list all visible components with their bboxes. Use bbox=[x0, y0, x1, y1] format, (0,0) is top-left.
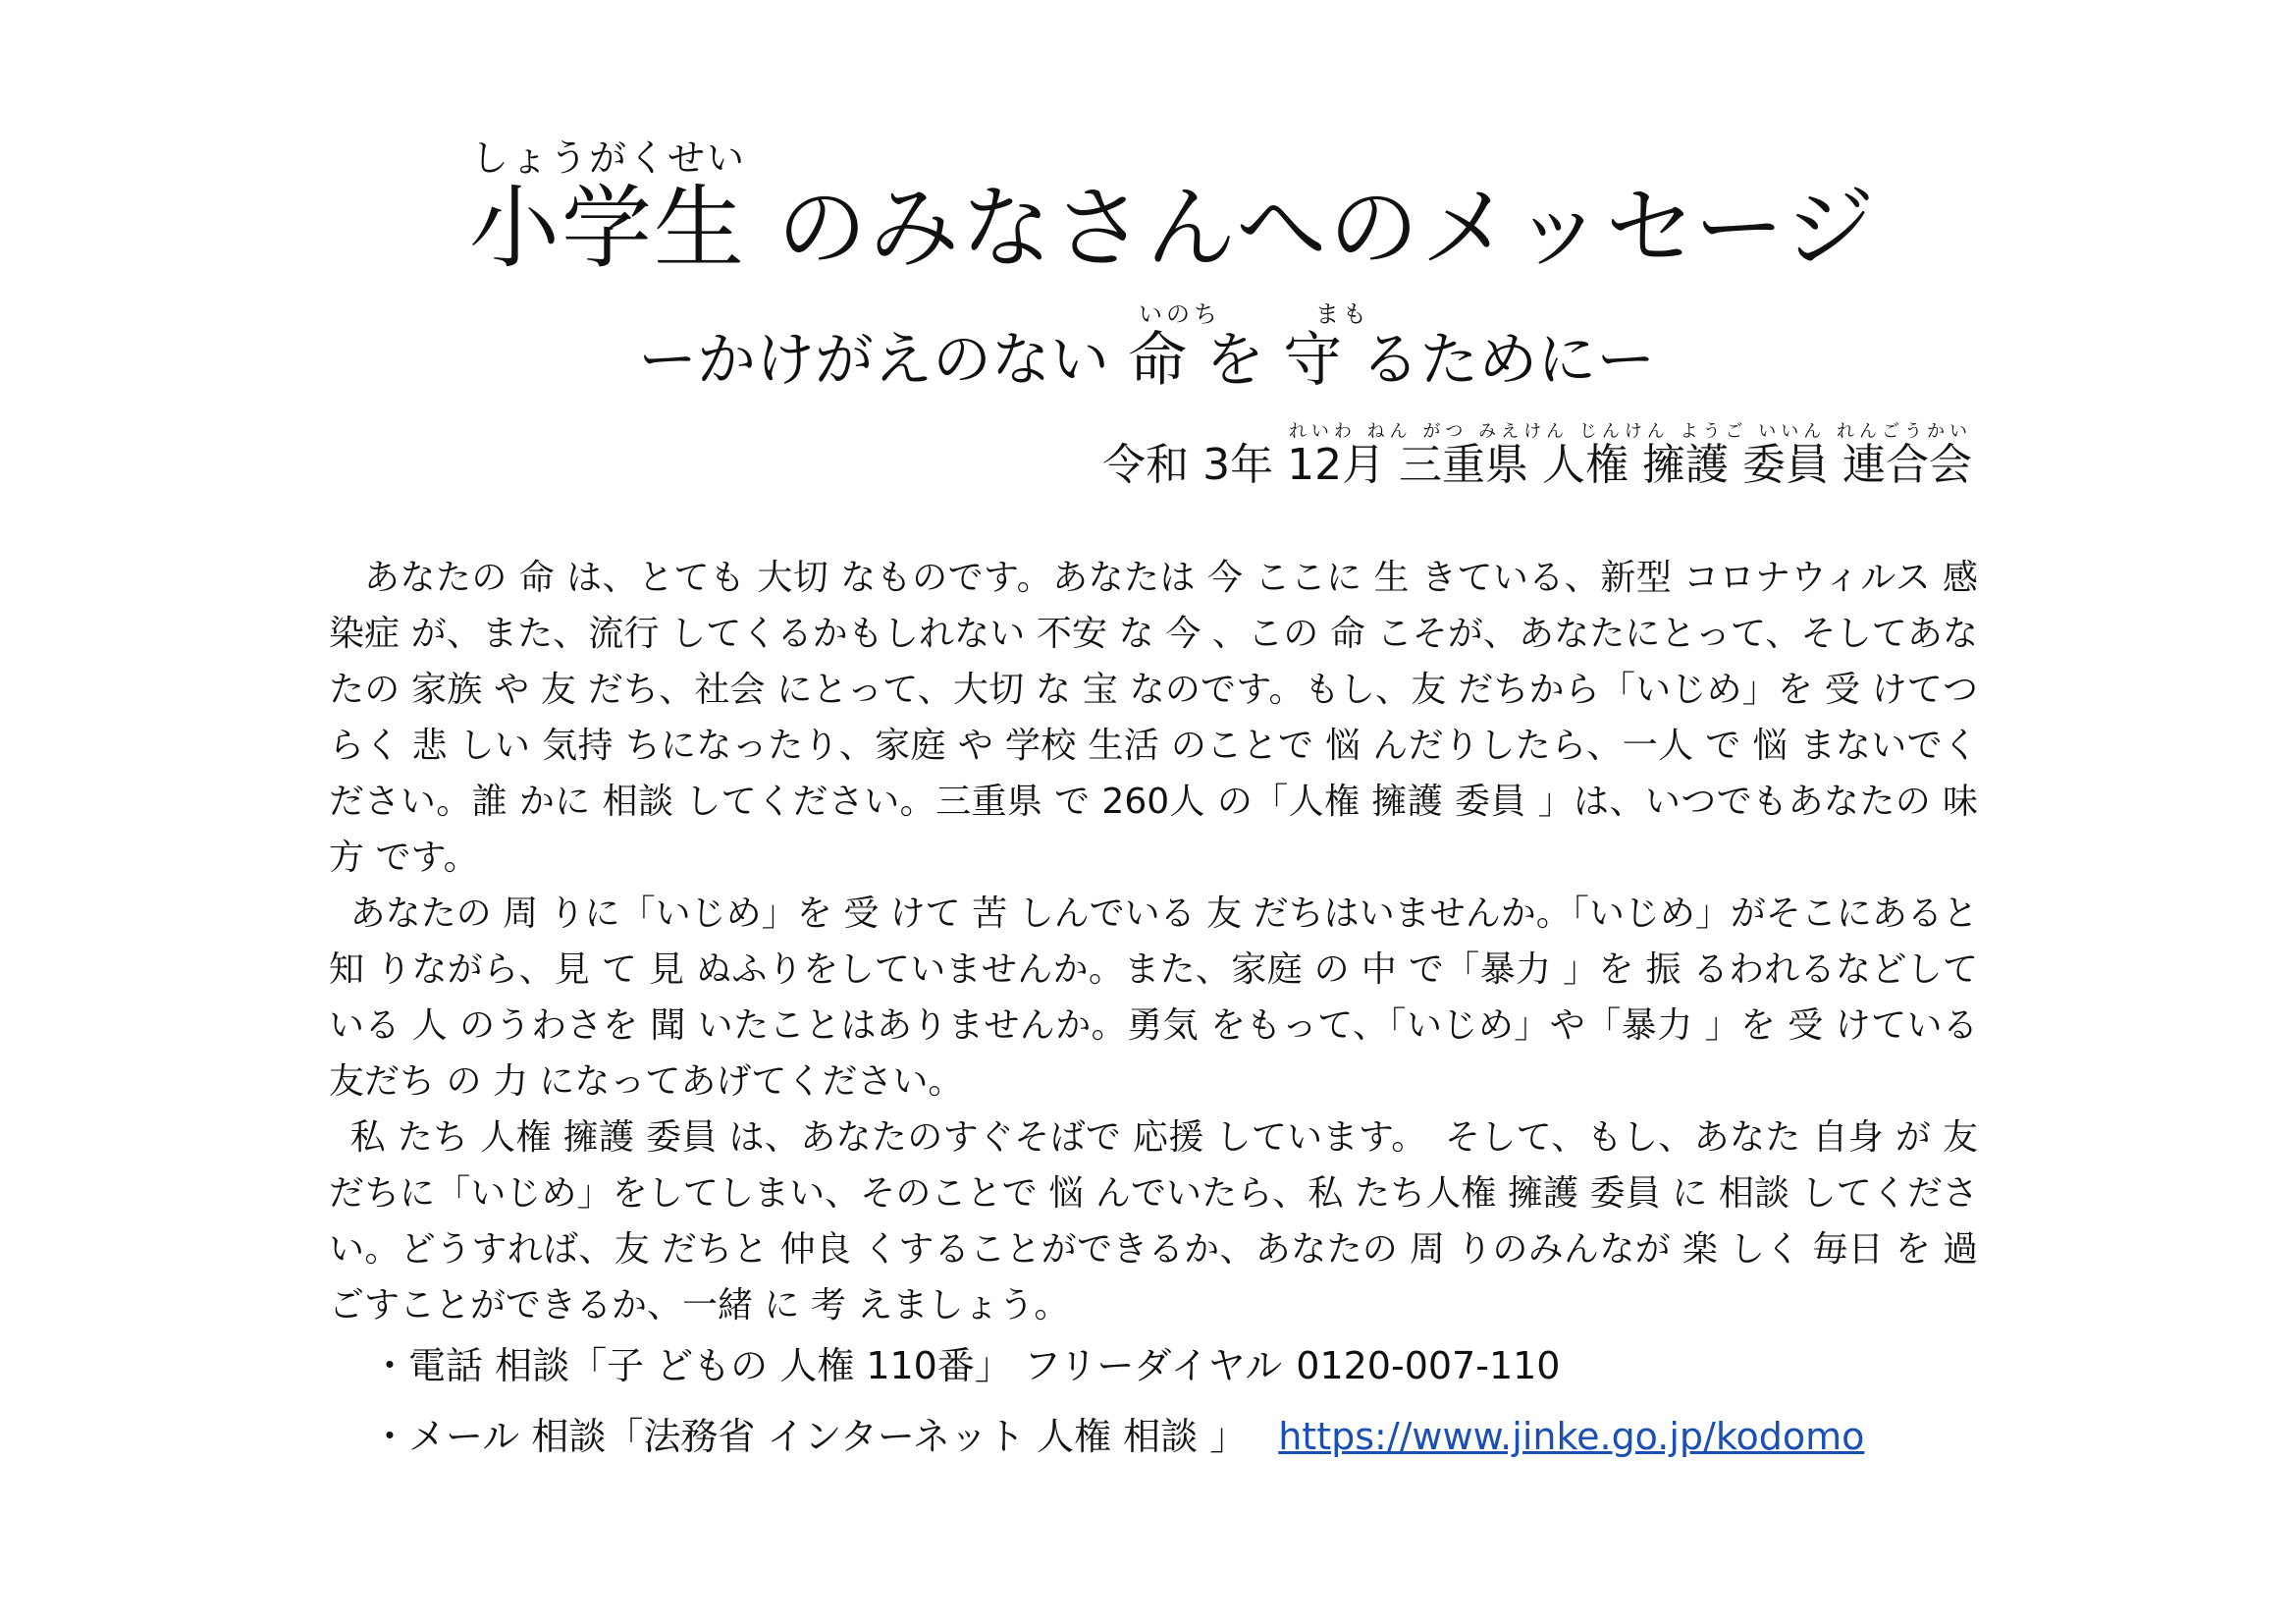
consultation-link[interactable]: https://www.jinke.go.jp/kodomo bbox=[1278, 1415, 1865, 1458]
title-ruby: しょうがくせい bbox=[471, 136, 747, 180]
paragraph-support: 私 たち 人権 擁護 委員 は、あなたのすぐそばで 応援 しています。 そして、もし、あなた 自身 が 友 だちに「いじめ」をしてしまい、そのことで 悩 んでいたら、私 たち人権 擁護 委員 に 相談 してください。どうすれば、友 だちと 仲良 くすることができるか、あなたの 周 りのみんなが 楽 しく 毎日 を 過 ごすことができるか、一緒 に 考 えましょう。 bbox=[329, 1117, 1978, 1326]
phone-consultation bbox=[371, 1330, 1864, 1401]
phone-number[interactable]: 0120-007-110 bbox=[1296, 1344, 1561, 1387]
paragraph-life: あなたの 命 は、とても 大切 なものです。あなたは 今 ここに 生 きている、新型 コロナウィルス 感染症 が、また、流行 してくるかもしれない 不安 な 今 、この 命 こそが、あなたにとって、そしてあなたの 家族 や 友 だち、社会 にとって、大切 な 宝 なのです。もし、友 だちから「いじめ」を 受 けてつらく 悲 しい 気持 ちになったり、家庭 や 学校 生活 のことで 悩 んだりしたら、一人 で 悩 まないでください。誰 かに 相談 してください。三重県 で 260人 の「人権 擁護 委員 」は、いつでもあなたの 味方 です。 bbox=[329, 558, 1978, 878]
contact-list bbox=[371, 1330, 1864, 1472]
page-title: 小学生 のみなさんへのメッセージ bbox=[469, 176, 1877, 281]
message-body bbox=[329, 550, 1978, 1333]
subtitle-ruby-mamo: まも bbox=[1315, 300, 1370, 328]
mail-label: ・メール 相談「法務省 インターネット 人権 相談 」 bbox=[371, 1415, 1248, 1458]
mail-consultation bbox=[371, 1401, 1864, 1472]
page-subtitle: ーかけがえのない 命 を 守 るためにー bbox=[638, 326, 1656, 395]
date-ruby: れいわ ねん がつ みえけん じんけん ようご いいん れんごうかい bbox=[1288, 421, 1972, 442]
phone-label: ・電話 相談「子 どもの 人権 110番」 フリーダイヤル bbox=[371, 1344, 1283, 1387]
subtitle-ruby-inochi: いのち bbox=[1139, 300, 1221, 328]
paragraph-bullying: あなたの 周 りに「いじめ」を 受 けて 苦 しんでいる 友 だちはいませんか。「いじめ」がそこにあると 知 りながら、見 て 見 ぬふりをしていませんか。また、家庭 の 中 で「暴力 」を 振 るわれるなどしている 人 のうわさを 聞 いたことはありませんか。勇気 をもって、「いじめ」や「暴力 」を 受 けている 友だち の 力 になってあげてください。 bbox=[329, 893, 1978, 1102]
date-and-organization: 令和 3年 12月 三重県 人権 擁護 委員 連合会 bbox=[1102, 440, 1972, 490]
